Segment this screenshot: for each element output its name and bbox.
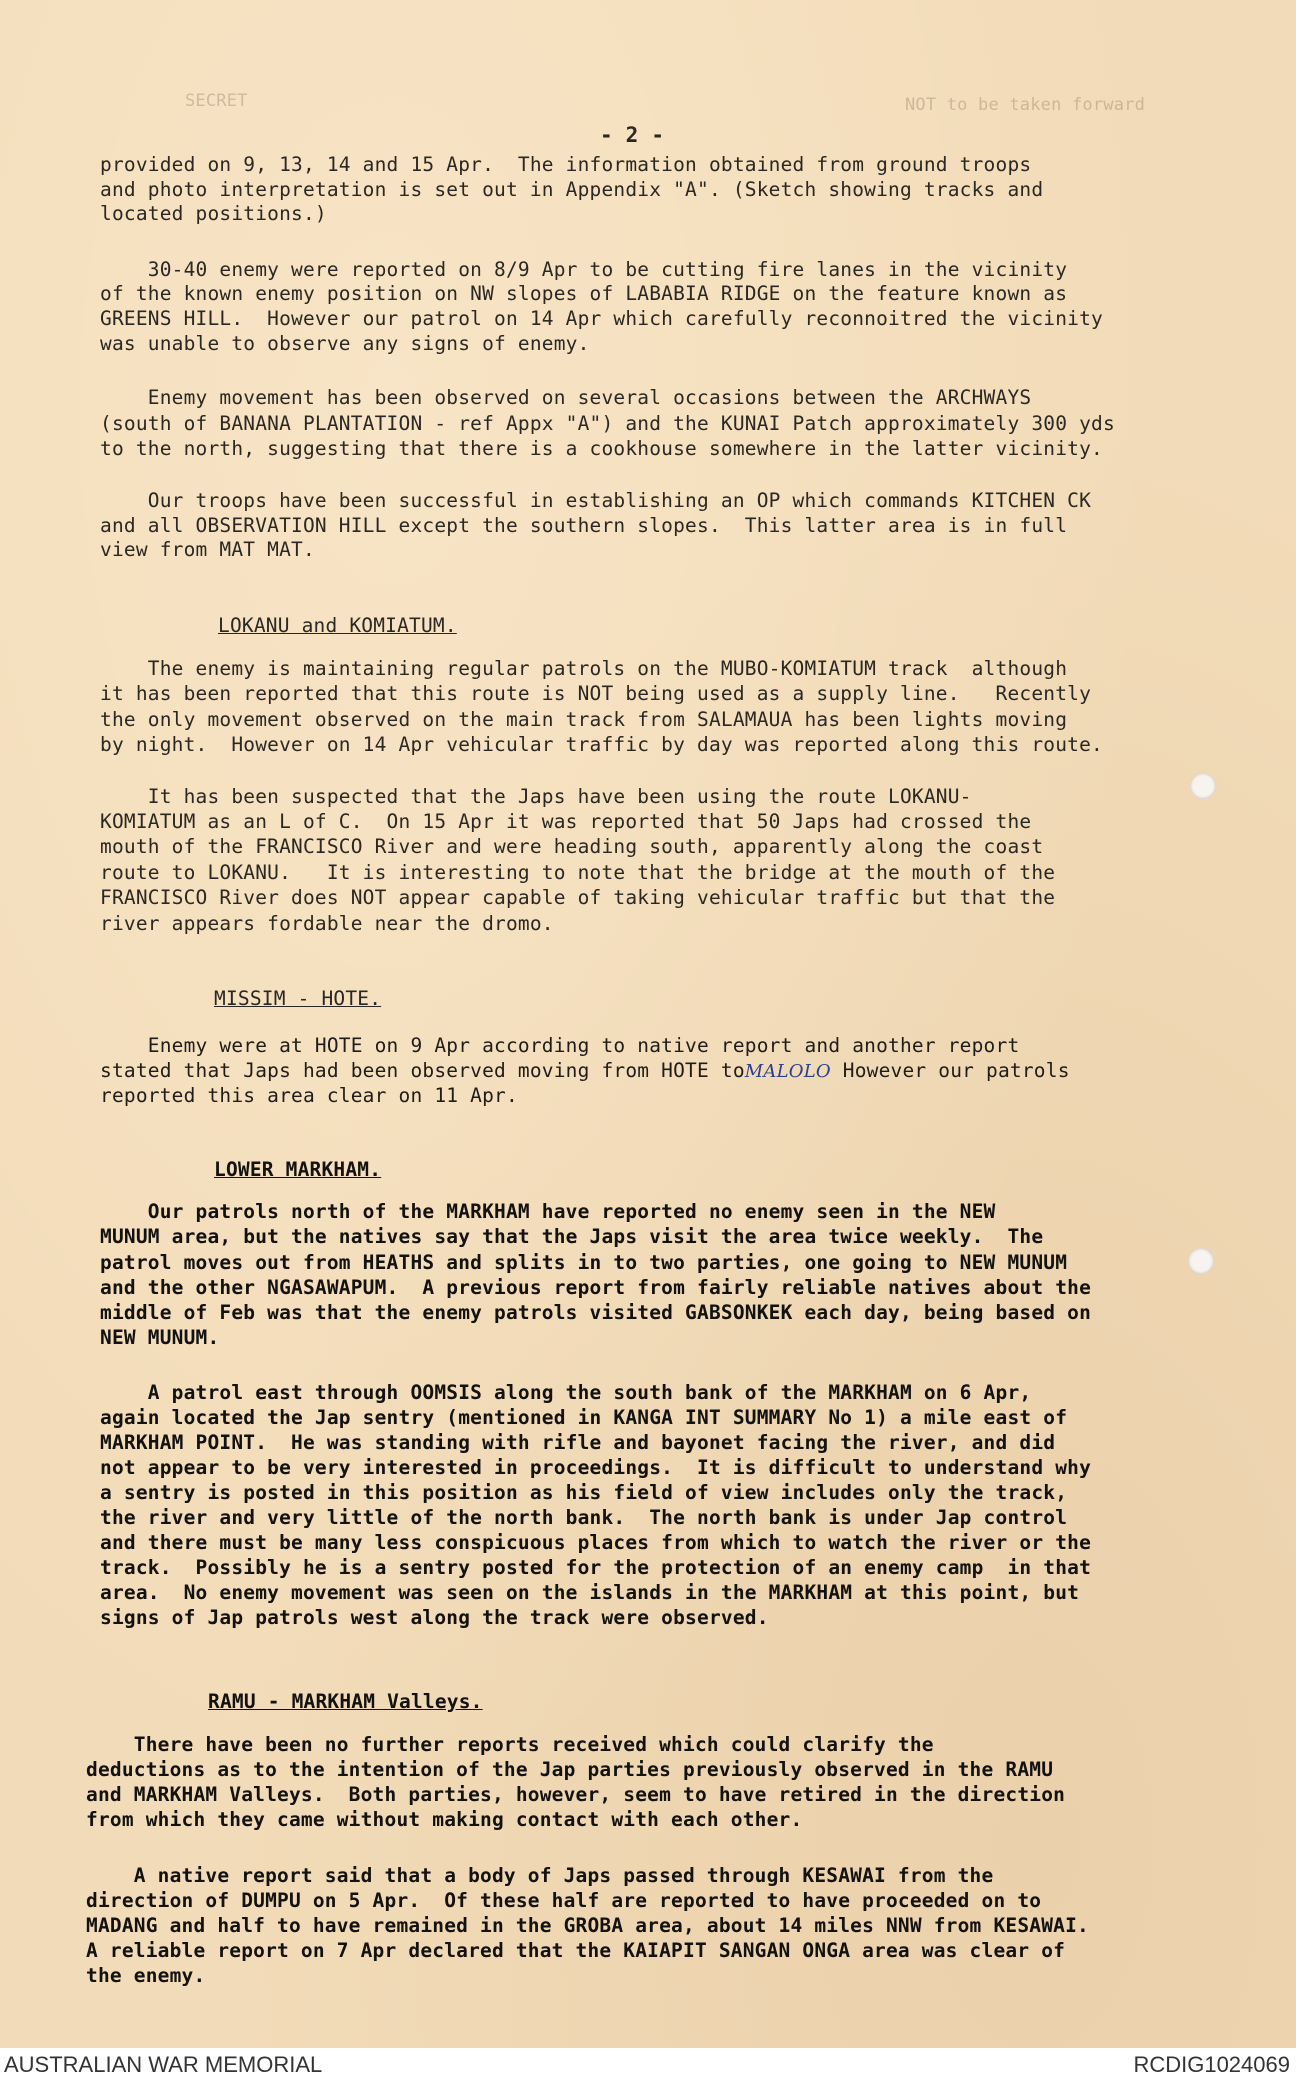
text-line: of the known enemy position on NW slopes of LABABIA RIDGE on the feature known as: [100, 282, 1068, 305]
text-line: track. Possibly he is a sentry posted for the protection of an enemy camp in that: [100, 1556, 1092, 1579]
punch-hole: [1188, 1248, 1214, 1274]
text-line: deductions as to the intention of the Jap parties previously observed in the RAMU: [86, 1758, 1054, 1781]
section-heading-lower-markham: LOWER MARKHAM.: [214, 1158, 382, 1181]
text-line: located positions.): [100, 202, 327, 225]
text-line: it has been reported that this route is NOT being used as a supply line. Recently: [100, 682, 1092, 705]
handwritten-annotation: MALOLO: [744, 1061, 831, 1082]
text-line: It has been suspected that the Japs have been using the route LOKANU-: [100, 785, 972, 808]
text-line: route to LOKANU. It is interesting to note that the bridge at the mouth of the: [100, 861, 1056, 884]
section-heading-ramu: RAMU - MARKHAM Valleys.: [208, 1690, 483, 1713]
text-line: Our troops have been successful in establishing an OP which commands KITCHEN CK: [100, 489, 1092, 512]
text-line: The enemy is maintaining regular patrols on the MUBO-KOMIATUM track although: [100, 657, 1068, 680]
text-line: A native report said that a body of Japs passed through KESAWAI from the: [86, 1864, 994, 1887]
text-line: FRANCISCO River does NOT appear capable of taking vehicular traffic but that the: [100, 886, 1056, 909]
text-line: There have been no further reports received which could clarify the: [86, 1733, 934, 1756]
text-line: and MARKHAM Valleys. Both parties, however, seem to have retired in the direction: [86, 1783, 1066, 1806]
text-line: NEW MUNUM.: [100, 1326, 220, 1349]
bleed-through-text: SECRET: [185, 91, 248, 111]
footer-source: AUSTRALIAN WAR MEMORIAL: [4, 2052, 323, 2077]
text-line: signs of Jap patrols west along the track were observed.: [100, 1606, 769, 1629]
text-line: KOMIATUM as an L of C. On 15 Apr it was reported that 50 Japs had crossed the: [100, 810, 1032, 833]
text-line: and all OBSERVATION HILL except the southern slopes. This latter area is in full: [100, 514, 1068, 537]
text-line: was unable to observe any signs of enemy.: [100, 332, 590, 355]
text-line: to the north, suggesting that there is a cookhouse somewhere in the latter vicinity.: [100, 437, 1103, 460]
text-line: not appear to be very interested in proceedings. It is difficult to understand why: [100, 1456, 1092, 1479]
footer-record-id: RCDIG1024069: [1133, 2052, 1290, 2077]
text-line: again located the Jap sentry (mentioned in KANGA INT SUMMARY No 1) a mile east of: [100, 1406, 1068, 1429]
text-segment: stated that Japs had been observed moving from HOTE to: [100, 1059, 745, 1082]
text-line: Enemy were at HOTE on 9 Apr according to native report and another report: [100, 1034, 1020, 1057]
text-line: the only movement observed on the main track from SALAMAUA has been lights moving: [100, 708, 1068, 731]
section-heading-lokanu: LOKANU and KOMIATUM.: [218, 614, 457, 637]
text-line: and the other NGASAWAPUM. A previous report from fairly reliable natives about the: [100, 1276, 1092, 1299]
text-segment: However our patrols: [830, 1059, 1070, 1082]
text-line: MUNUM area, but the natives say that the Japs visit the area twice weekly. The: [100, 1225, 1044, 1248]
text-line: mouth of the FRANCISCO River and were heading south, apparently along the coast: [100, 835, 1044, 858]
text-line: the river and very little of the north bank. The north bank is under Jap control: [100, 1506, 1068, 1529]
text-line: A patrol east through OOMSIS along the south bank of the MARKHAM on 6 Apr,: [100, 1381, 1032, 1404]
text-line: [100, 1058, 1070, 1085]
text-line: MARKHAM POINT. He was standing with rifle and bayonet facing the river, and did: [100, 1431, 1056, 1454]
text-line: A reliable report on 7 Apr declared that the KAIAPIT SANGAN ONGA area was clear of: [86, 1939, 1066, 1962]
text-line: patrol moves out from HEATHS and splits in to two parties, one going to NEW MUNUM: [100, 1251, 1068, 1274]
section-heading-missim: MISSIM - HOTE.: [214, 987, 382, 1010]
text-line: view from MAT MAT.: [100, 538, 315, 561]
text-line: provided on 9, 13, 14 and 15 Apr. The information obtained from ground troops: [100, 153, 1032, 176]
text-line: Our patrols north of the MARKHAM have reported no enemy seen in the NEW: [100, 1200, 996, 1223]
page-number: - 2 -: [600, 123, 665, 147]
text-line: Enemy movement has been observed on several occasions between the ARCHWAYS: [100, 386, 1032, 409]
bleed-through-text: NOT to be taken forward: [905, 95, 1146, 115]
text-line: middle of Feb was that the enemy patrols visited GABSONKEK each day, being based on: [100, 1301, 1092, 1324]
archive-footer: [0, 2048, 1296, 2081]
text-line: river appears fordable near the dromo.: [100, 912, 554, 935]
text-line: GREENS HILL. However our patrol on 14 Apr which carefully reconnoitred the vicinity: [100, 307, 1103, 330]
text-line: (south of BANANA PLANTATION - ref Appx "A") and the KUNAI Patch approximately 300 yds: [100, 412, 1115, 435]
text-line: reported this area clear on 11 Apr.: [100, 1084, 518, 1107]
text-line: by night. However on 14 Apr vehicular traffic by day was reported along this route.: [100, 733, 1103, 756]
text-line: the enemy.: [86, 1964, 206, 1987]
punch-hole: [1190, 773, 1216, 799]
text-line: MADANG and half to have remained in the GROBA area, about 14 miles NNW from KESAWAI.: [86, 1914, 1089, 1937]
text-line: from which they came without making contact with each other.: [86, 1808, 803, 1831]
text-line: and photo interpretation is set out in Appendix "A". (Sketch showing tracks and: [100, 178, 1044, 201]
text-line: area. No enemy movement was seen on the islands in the MARKHAM at this point, but: [100, 1581, 1080, 1604]
text-line: a sentry is posted in this position as his field of view includes only the track,: [100, 1481, 1068, 1504]
text-line: and there must be many less conspicuous places from which to watch the river or the: [100, 1531, 1092, 1554]
text-line: 30-40 enemy were reported on 8/9 Apr to be cutting fire lanes in the vicinity: [100, 258, 1068, 281]
text-line: direction of DUMPU on 5 Apr. Of these half are reported to have proceeded on to: [86, 1889, 1042, 1912]
